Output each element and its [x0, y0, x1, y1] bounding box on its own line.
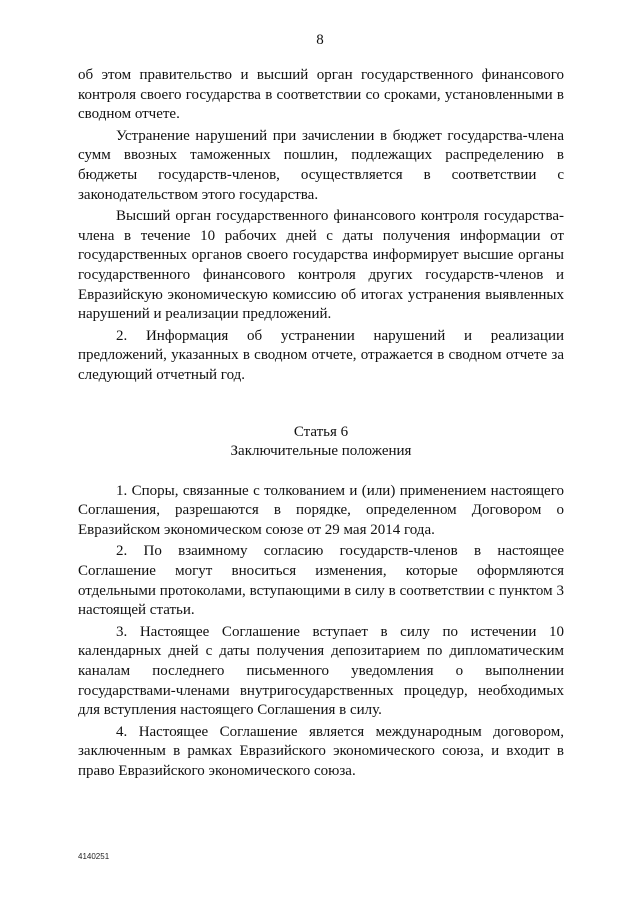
- article-heading: [78, 423, 564, 462]
- article-body: [78, 482, 564, 782]
- article-paragraph-1: 1. Споры, связанные с толкованием и (или) применением настоящего Соглашения, разрешаются в порядке, определенном Договором о Евразийском экономическом союзе от 29 мая 2014 года.: [78, 482, 564, 538]
- page-number: 8: [316, 32, 324, 48]
- document-code: 4140251: [78, 852, 110, 861]
- intro-paragraph-2: Устранение нарушений при зачислении в бюджет государства-члена сумм ввозных таможенных пошлин, подлежащих распределению в бюджеты государств-членов, осуществляется в соответствии с законодательством этого государства.: [78, 127, 564, 203]
- article-number: Статья 6: [293, 423, 349, 440]
- intro-paragraph-1: об этом правительство и высший орган государственного финансового контроля своего государства в соответствии со сроками, установленными в сводном отчете.: [78, 67, 564, 123]
- intro-paragraph-4: 2. Информация об устранении нарушений и реализации предложений, указанных в сводном отчете, отражается в сводном отчете за следующий отчетный год.: [78, 327, 564, 383]
- document-body: [78, 66, 564, 782]
- article-paragraph-3: 3. Настоящее Соглашение вступает в силу по истечении 10 календарных дней с даты получения депозитарием по дипломатическим каналам последнего письменного уведомления о выполнении государствами-членами внутригосударственных процедур, необходимых для вступления настоящего Соглашения в силу.: [78, 623, 564, 719]
- article-paragraph-4: 4. Настоящее Соглашение является международным договором, заключенным в рамках Евразийского экономического союза, и входит в право Евразийского экономического союза.: [78, 723, 564, 779]
- article-paragraph-2: 2. По взаимному согласию государств-членов в настоящее Соглашение могут вноситься изменения, которые оформляются отдельными протоколами, вступающими в силу в соответствии с пунктом 3 настоящей статьи.: [78, 543, 564, 619]
- article-title: Заключительные положения: [230, 443, 412, 460]
- intro-paragraph-3: Высший орган государственного финансового контроля государства-члена в течение 10 рабочих дней с даты получения информации от государственных органов своего государства информирует высшие органы государственного финансового контроля других государств-членов и Евразийскую экономическую комиссию об итогах устранения выявленных нарушений и реализации предложений.: [78, 208, 564, 323]
